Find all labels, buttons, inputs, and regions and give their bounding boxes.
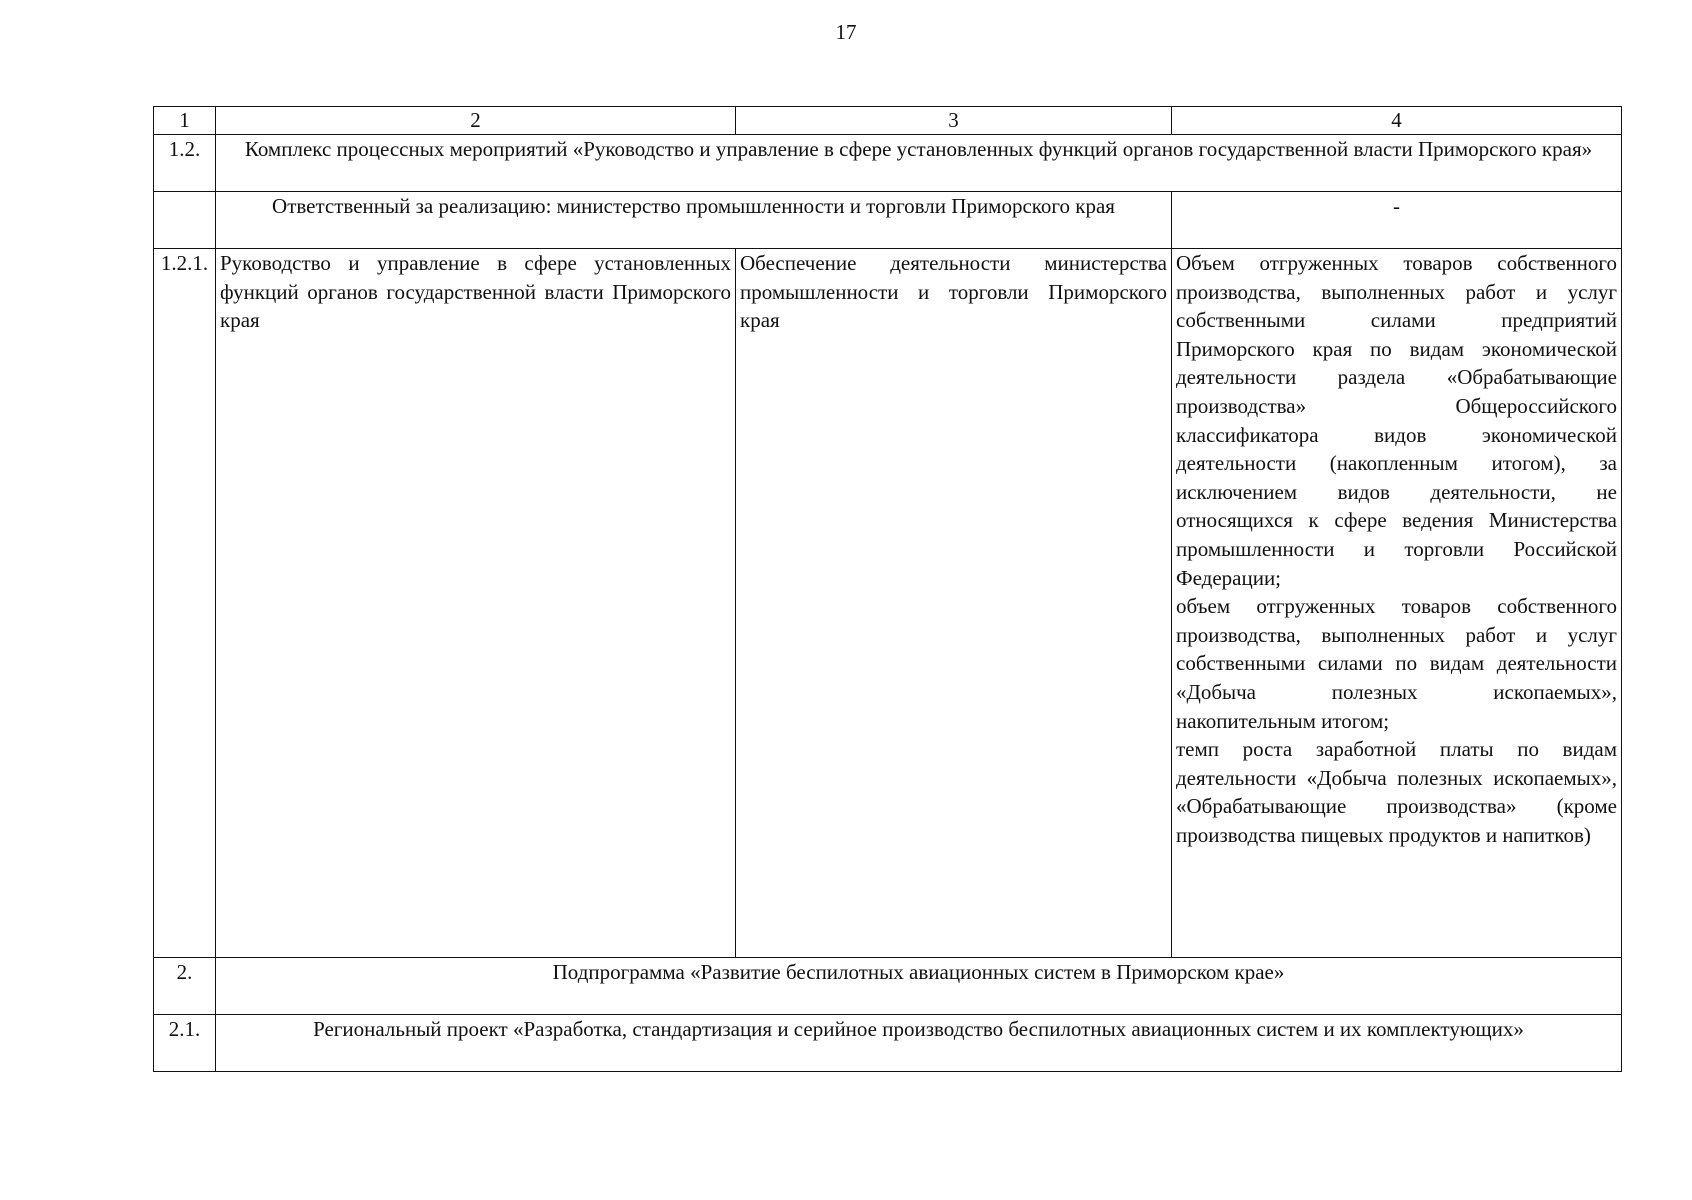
responsible-text: Ответственный за реализацию: министерство промышленности и торговли Приморского края bbox=[216, 192, 1172, 249]
task-description: Обеспечение деятельности министерства промышленности и торговли Приморского края bbox=[736, 249, 1172, 958]
header-cell-3: 3 bbox=[736, 107, 1172, 135]
header-cell-1: 1 bbox=[154, 107, 216, 135]
project-title: Региональный проект «Разработка, стандартизация и серийное производство беспилотных авиационных систем и их комплектующих» bbox=[216, 1015, 1622, 1072]
page-number: 17 bbox=[835, 20, 857, 44]
task-name: Руководство и управление в сфере установленных функций органов государственной власти Приморского края bbox=[216, 249, 736, 958]
empty-cell bbox=[154, 192, 216, 249]
table-row bbox=[154, 958, 1622, 1015]
indicator-paragraph: темп роста заработной платы по видам деятельности «Добыча полезных ископаемых», «Обрабатывающие производства» (кроме производства пищевых продуктов и напитков) bbox=[1176, 737, 1617, 847]
table-row bbox=[154, 135, 1622, 192]
indicator-paragraph: Объем отгруженных товаров собственного производства, выполненных работ и услуг собственными силами предприятий Приморского края по видам экономической деятельности раздела «Обрабатывающие производства» Общероссийского классификатора видов экономической деятельности (накопленным итогом), за исключением видов деятельности, не относящихся к сфере ведения Министерства промышленности и торговли Российской Федерации; bbox=[1176, 251, 1617, 590]
row-number: 2. bbox=[154, 958, 216, 1015]
table-row bbox=[154, 249, 1622, 958]
table-row bbox=[154, 192, 1622, 249]
responsible-value: - bbox=[1172, 192, 1622, 249]
table-row bbox=[154, 1015, 1622, 1072]
header-cell-4: 4 bbox=[1172, 107, 1622, 135]
row-number: 1.2. bbox=[154, 135, 216, 192]
row-number: 2.1. bbox=[154, 1015, 216, 1072]
header-cell-2: 2 bbox=[216, 107, 736, 135]
indicator-paragraph: объем отгруженных товаров собственного производства, выполненных работ и услуг собственными силами по видам деятельности «Добыча полезных ископаемых», накопительным итогом; bbox=[1176, 594, 1617, 733]
table-header-row bbox=[154, 107, 1622, 135]
row-number: 1.2.1. bbox=[154, 249, 216, 958]
task-indicators bbox=[1172, 249, 1622, 958]
subprogram-title: Подпрограмма «Развитие беспилотных авиационных систем в Приморском крае» bbox=[216, 958, 1622, 1015]
complex-title: Комплекс процессных мероприятий «Руководство и управление в сфере установленных функций органов государственной власти Приморского края» bbox=[216, 135, 1622, 192]
program-table bbox=[153, 106, 1622, 1072]
